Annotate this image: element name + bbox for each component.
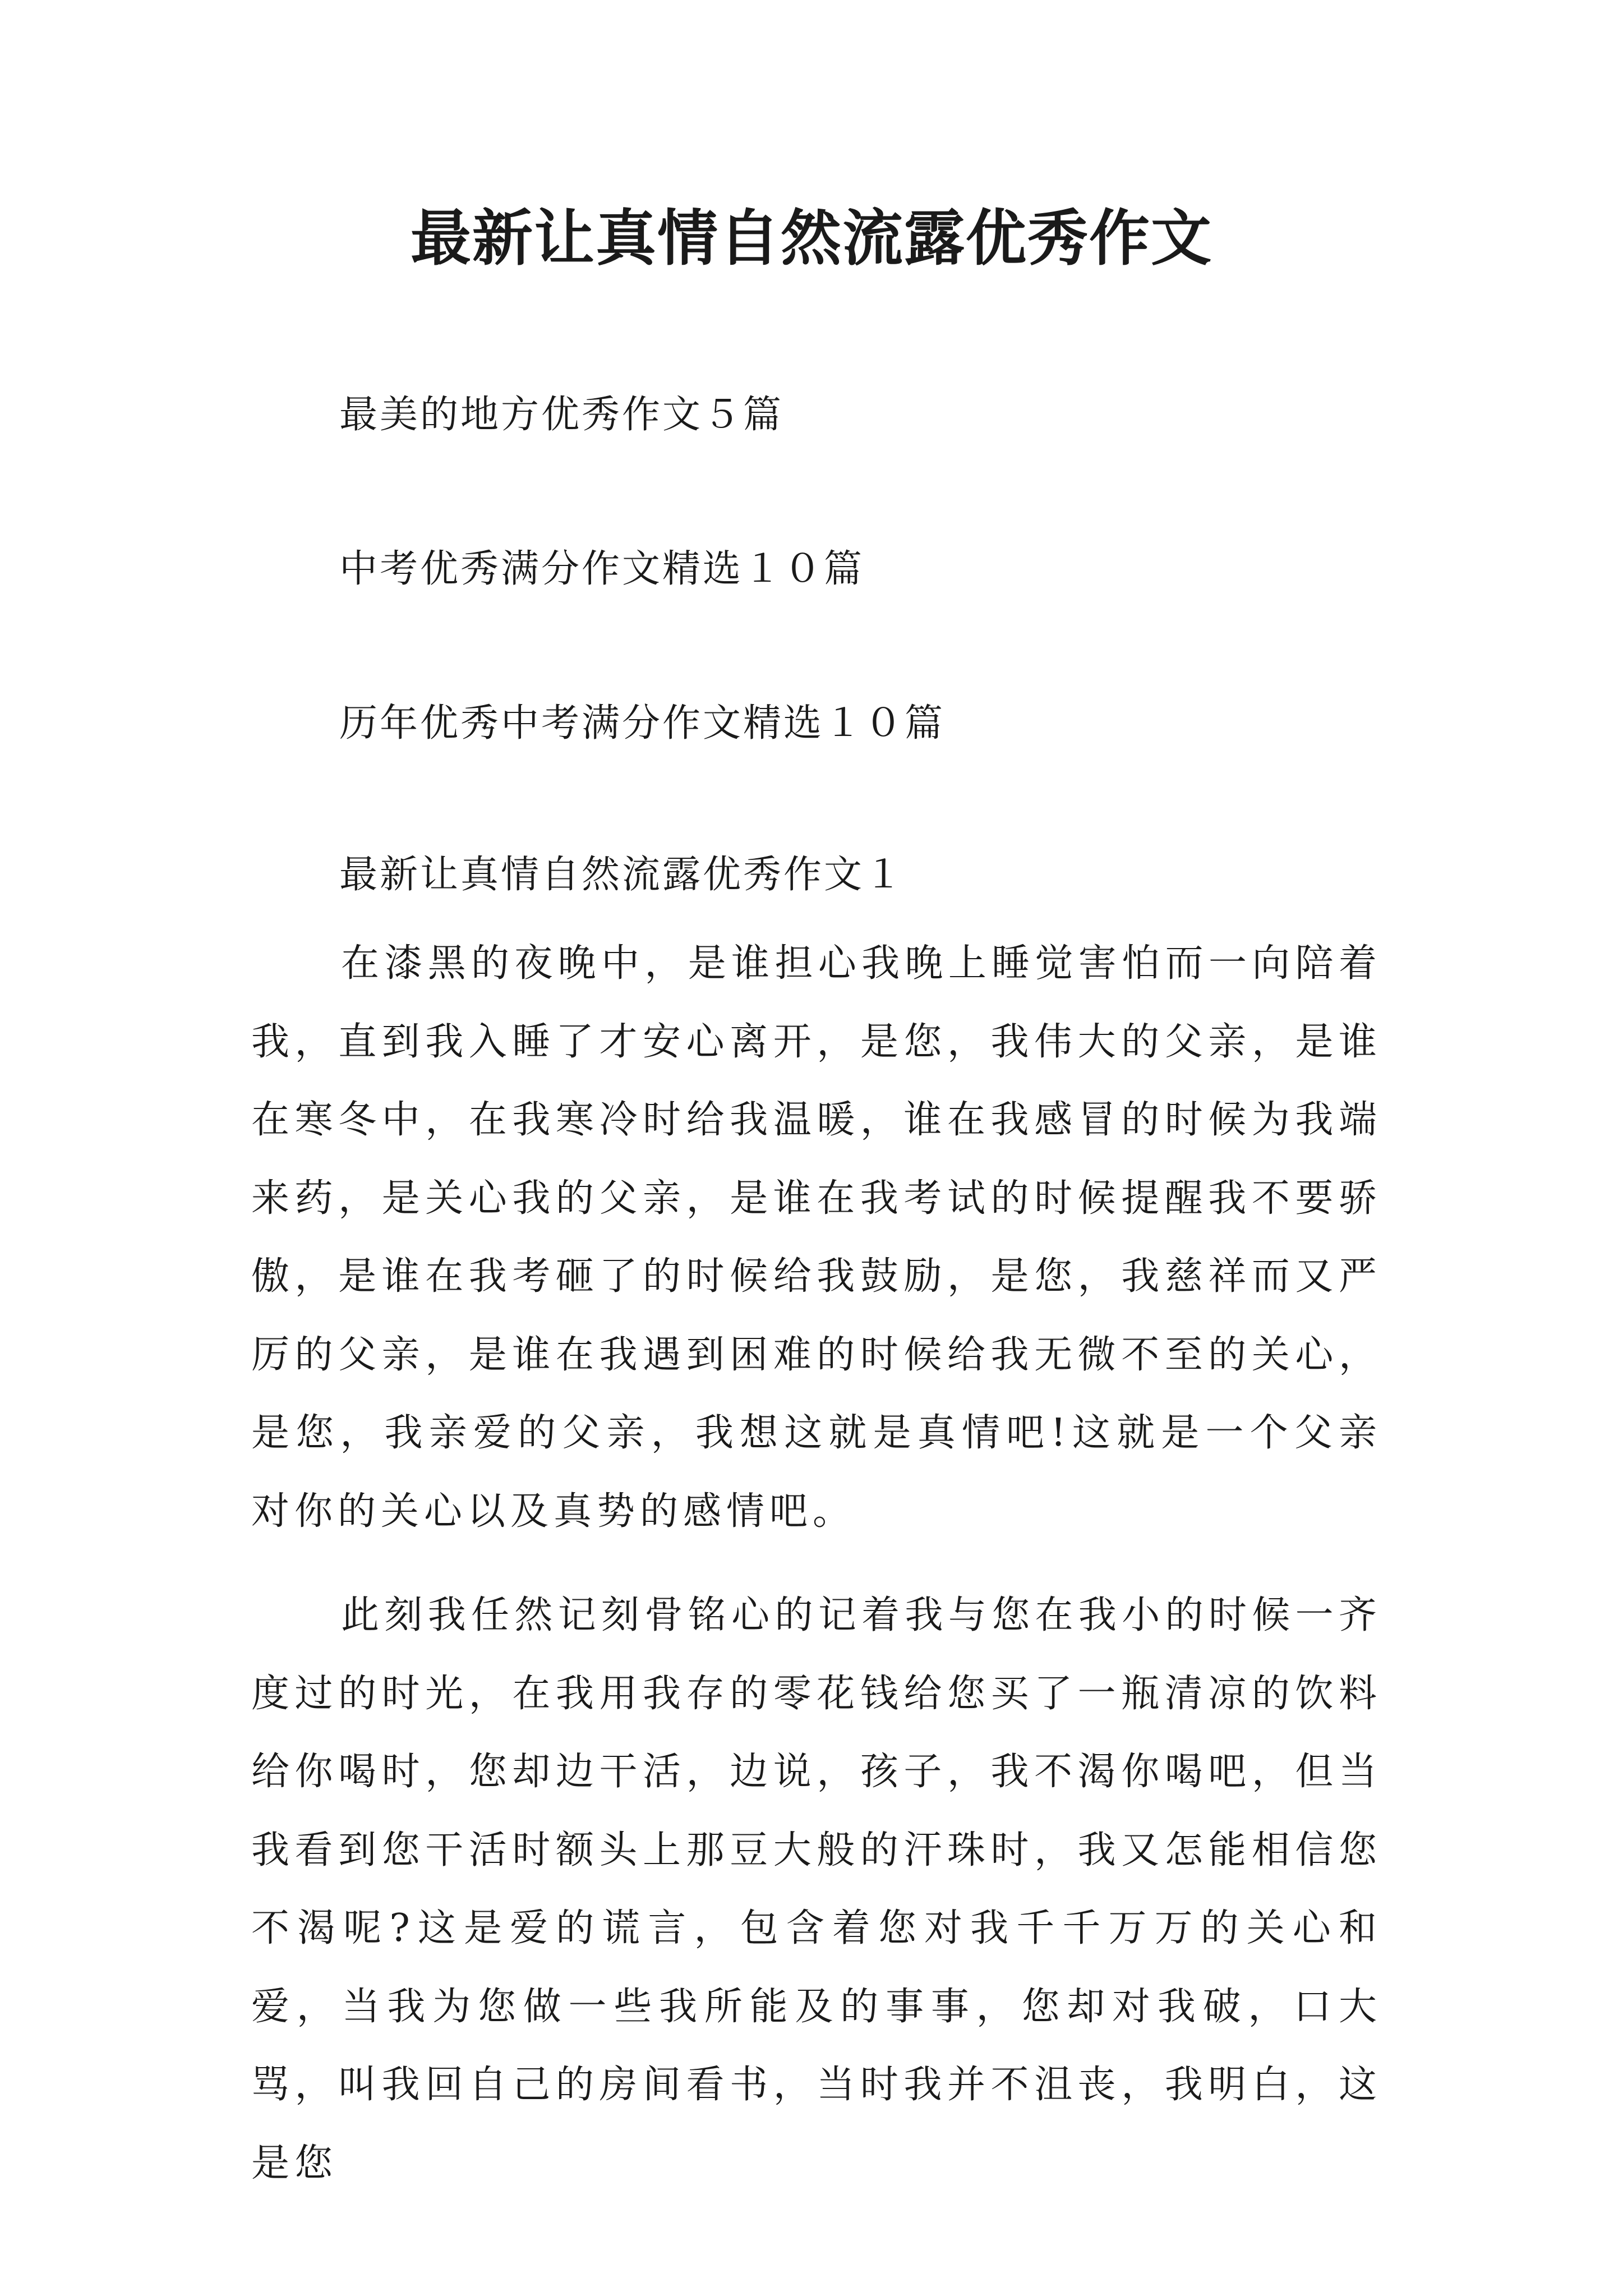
related-article-link[interactable]: 历年优秀中考满分作文精选１０篇 bbox=[339, 701, 946, 746]
related-article-link[interactable]: 最美的地方优秀作文５篇 bbox=[339, 393, 784, 437]
essay-heading: 最新让真情自然流露优秀作文１ bbox=[339, 853, 905, 897]
body-paragraph: 在漆黑的夜晚中，是谁担心我晚上睡觉害怕而一向陪着我，直到我入睡了才安心离开，是您，我伟大的父亲，是谁在寒冬中，在我寒冷时给我温暖，谁在我感冒的时候为我端来药，是关心我的父亲，是谁在我考试的时候提醒我不要骄傲，是谁在我考砸了的时候给我鼓励，是您，我慈祥而又严厉的父亲，是谁在我遇到困难的时候给我无微不至的关心，是您，我亲爱的父亲，我想这就是真情吧!这就是一个父亲对你的关心以及真势的感情吧。 bbox=[251, 941, 1382, 1534]
page-title: 最新让真情自然流露优秀作文 bbox=[410, 203, 1212, 274]
related-article-link[interactable]: 中考优秀满分作文精选１０篇 bbox=[339, 547, 865, 591]
body-paragraph: 此刻我任然记刻骨铭心的记着我与您在我小的时候一齐度过的时光，在我用我存的零花钱给您买了一瓶清凉的饮料给你喝时，您却边干活，边说，孩子，我不渴你喝吧，但当我看到您干活时额头上那豆大般的汗珠时，我又怎能相信您不渴呢?这是爱的谎言，包含着您对我千千万万的关心和爱，当我为您做一些我所能及的事事，您却对我破，口大骂，叫我回自己的房间看书，当时我并不沮丧，我明白，这是您 bbox=[251, 1593, 1382, 2185]
